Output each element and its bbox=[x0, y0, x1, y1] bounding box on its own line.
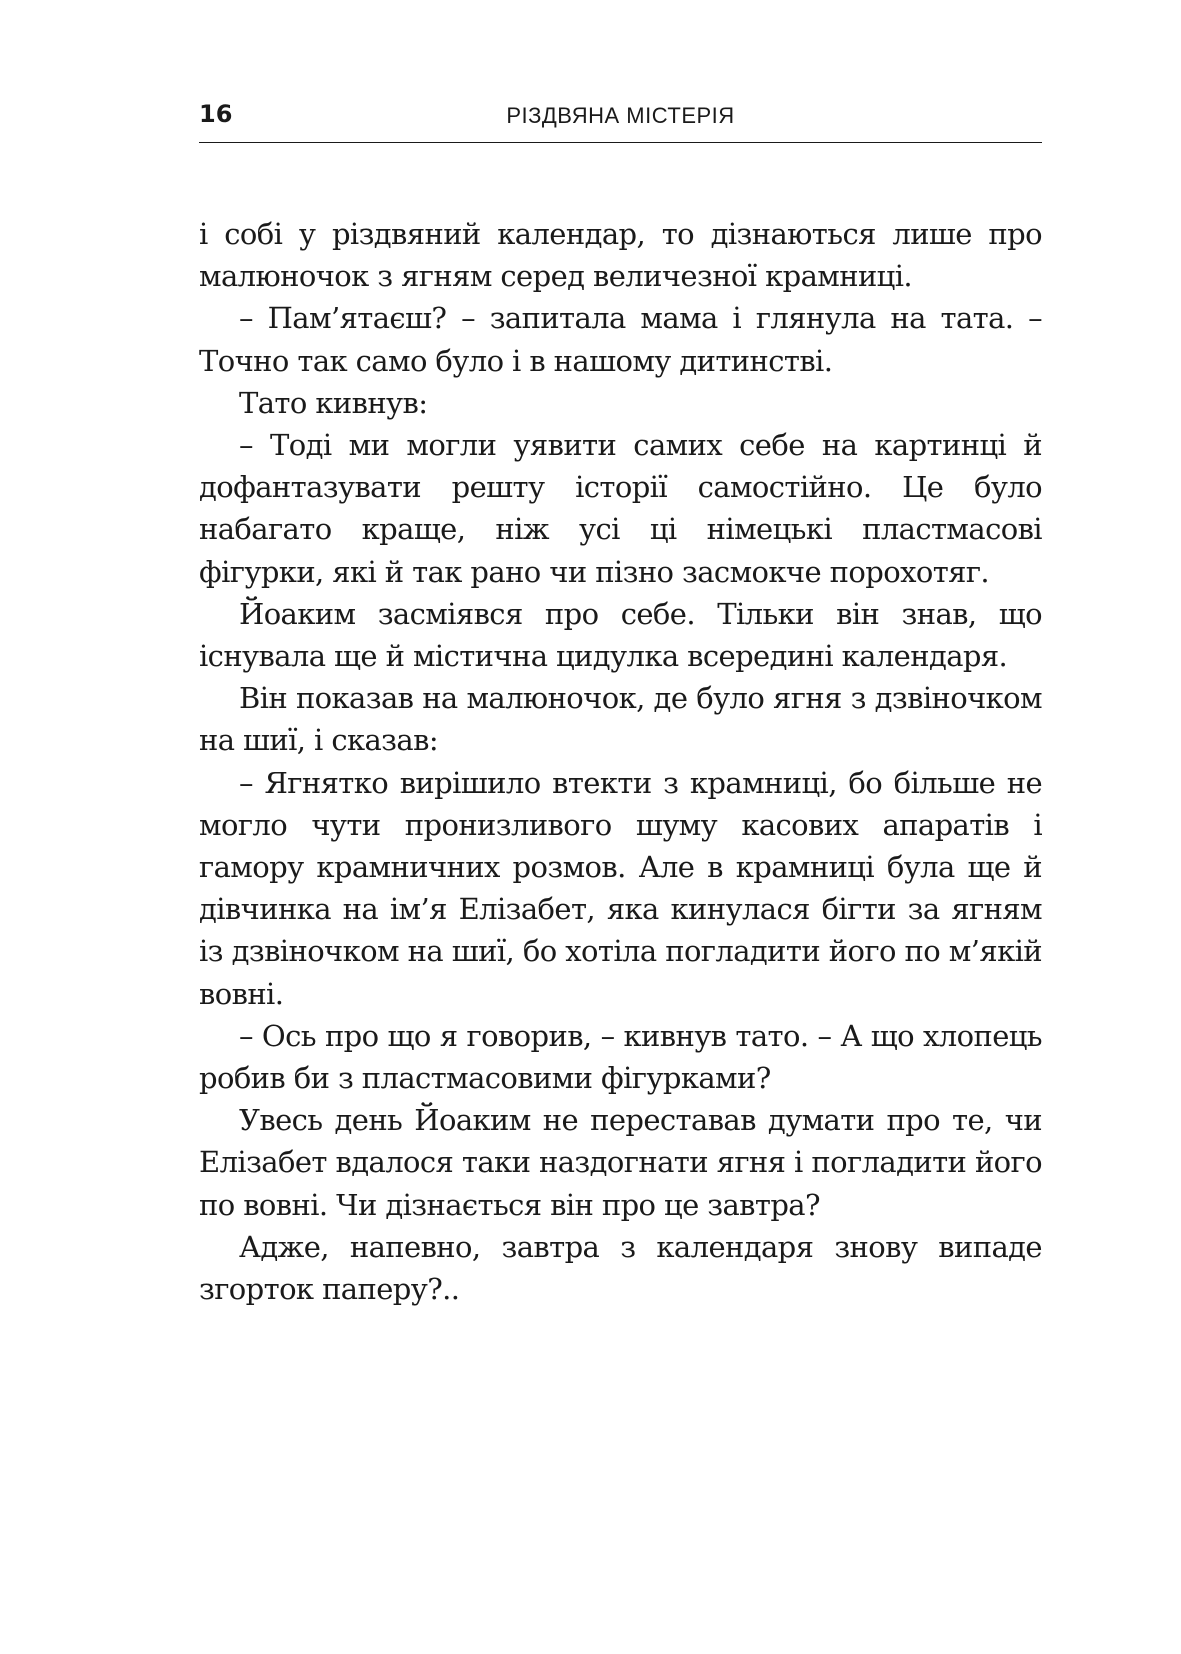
running-head bbox=[199, 98, 1042, 143]
page-number: 16 bbox=[199, 100, 233, 128]
paragraph: – Тоді ми могли уявити самих себе на картинці й дофантазувати решту історії самостійно. Це було набагато краще, ніж усі ці німецькі пластмасові фігурки, які й так рано чи пізно засмокче порохотяг. bbox=[199, 428, 1042, 589]
paragraph: Тато кивнув: bbox=[239, 385, 428, 420]
paragraph: Адже, напевно, завтра з календаря знову випаде згорток паперу?.. bbox=[199, 1229, 1042, 1307]
body-text bbox=[199, 213, 1042, 1310]
paragraph: і собі у різдвяний календар, то дізнаються лише про малюночок з ягням серед величезної крамниці. bbox=[199, 217, 1042, 294]
paragraph: Йоаким засміявся про себе. Тільки він знав, що існувала ще й містична цидулка всередині календаря. bbox=[199, 596, 1042, 674]
paragraph: – Пам’ятаєш? – запитала мама і глянула на тата. – Точно так само було і в нашому дитинстві. bbox=[199, 301, 1042, 378]
paragraph: – Ось про що я говорив, – кивнув тато. – А що хлопець робив би з пластмасовими фігурками? bbox=[199, 1018, 1042, 1096]
paragraph: Увесь день Йоаким не переставав думати про те, чи Елізабет вдалося таки наздогнати ягня і погладити його по вовні. Чи дізнається він про це завтра? bbox=[199, 1103, 1042, 1222]
book-title: РІЗДВЯНА МІСТЕРІЯ bbox=[506, 103, 735, 128]
paragraph: Він показав на малюночок, де було ягня з дзвіночком на шиї, і сказав: bbox=[199, 681, 1042, 758]
paragraph: – Ягнятко вирішило втекти з крамниці, бо більше не могло чути пронизливого шуму касових апаратів і гамору крамничних розмов. Але в крамниці була ще й дівчинка на ім’я Елізабет, яка кинулася бігти за ягням із дзвіночком на шиї, бо хотіла погладити його по м’якій вовні. bbox=[199, 765, 1042, 1011]
